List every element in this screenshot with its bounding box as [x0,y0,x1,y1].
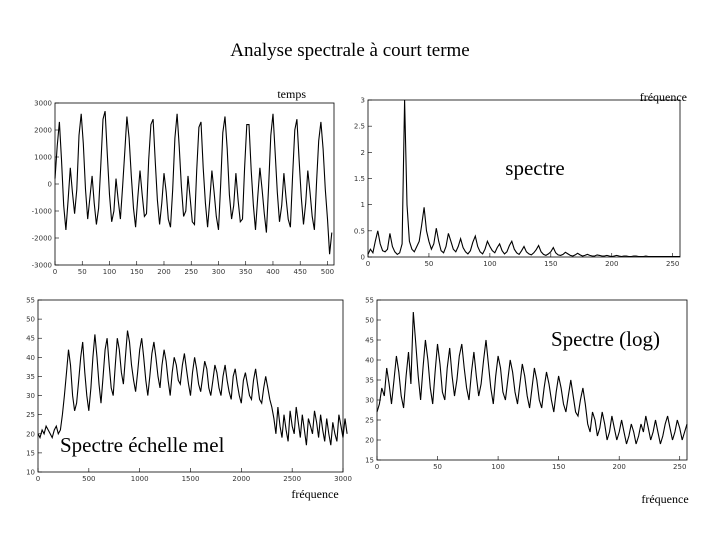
y-tick-label: 2.5 [353,122,365,131]
mel-series-line [38,331,347,446]
x-tick-label: 0 [52,268,58,276]
y-tick-label: 2 [360,148,365,157]
x-tick-label: 500 [320,268,335,276]
y-tick-label: 35 [365,376,374,385]
y-tick-label: 20 [365,436,374,445]
y-tick-label: 10 [26,468,35,477]
x-tick-label: 250 [184,268,198,276]
x-tick-label: 0 [35,475,41,483]
y-tick-label: 40 [26,353,35,362]
y-tick-label: 0 [360,253,365,262]
spectrum-annotation-frequence: fréquence [639,90,687,104]
y-tick-label: 20 [26,430,35,439]
x-tick-label: 150 [130,268,144,276]
spectrum-x-ticks [366,253,680,268]
time-x-ticks [53,261,334,276]
y-tick-label: 50 [365,316,374,325]
mel-annotation-label: Spectre échelle mel [60,433,225,457]
log-plot-frame [377,300,687,460]
y-tick-label: 25 [26,411,35,420]
x-tick-label: 50 [77,268,87,276]
y-tick-label: 50 [26,315,35,324]
y-tick-label: 35 [26,372,35,381]
y-tick-label: 25 [365,416,374,425]
x-tick-label: 2500 [283,475,302,483]
x-tick-label: 100 [483,260,497,268]
y-tick-label: 55 [26,296,35,305]
x-tick-label: 1000 [130,475,149,483]
mel-y-ticks [26,297,42,477]
y-tick-label: -2000 [31,234,52,243]
x-tick-label: 300 [211,268,226,276]
x-tick-label: 150 [551,463,566,471]
log-x-ticks [375,456,687,471]
spectrum-annotation-spectre: spectre [505,156,565,180]
y-tick-label: 3000 [34,99,52,108]
x-tick-label: 200 [157,268,171,276]
y-tick-label: 30 [26,392,35,401]
y-tick-label: 15 [26,449,35,458]
y-tick-label: 0 [47,180,52,189]
spectrum-panel [354,90,687,268]
y-tick-label: 55 [365,296,374,305]
log-y-ticks [365,297,381,465]
x-tick-label: 1500 [181,475,200,483]
x-tick-label: 0 [365,260,371,268]
y-tick-label: 15 [365,456,374,465]
x-tick-label: 200 [612,463,626,471]
log-annotation-label: Spectre (log) [550,327,660,351]
y-tick-label: 1000 [34,153,52,162]
log-panel [365,297,689,507]
y-tick-label: 2000 [34,126,52,135]
x-tick-label: 350 [239,268,253,276]
x-tick-label: 250 [673,463,687,471]
time-annotation-temps: temps [277,87,306,101]
time-panel [32,87,334,276]
y-tick-label: 40 [365,356,374,365]
x-tick-label: 250 [666,260,680,268]
y-tick-label: 3 [360,96,365,105]
mel-panel [26,297,352,502]
x-tick-label: 0 [374,463,380,471]
x-tick-label: 450 [293,268,307,276]
mel-x-ticks [36,468,352,483]
x-tick-label: 50 [433,463,443,471]
spectrum-y-ticks [354,97,372,262]
y-tick-label: -3000 [31,261,52,270]
x-tick-label: 400 [266,268,280,276]
mel-annotation-frequence: fréquence [291,487,339,501]
y-tick-label: 0.5 [353,227,365,236]
y-tick-label: 45 [26,334,35,343]
y-tick-label: -1000 [31,207,52,216]
x-tick-label: 50 [424,260,434,268]
log-annotation-frequence: fréquence [641,492,689,506]
x-tick-label: 2000 [232,475,251,483]
x-tick-label: 100 [102,268,117,276]
x-tick-label: 500 [82,475,96,483]
slide-title: Analyse spectrale à court terme [230,40,470,61]
y-tick-label: 1 [360,201,365,210]
x-tick-label: 150 [544,260,558,268]
x-tick-label: 200 [605,260,619,268]
x-tick-label: 3000 [334,475,352,483]
y-tick-label: 1.5 [353,175,365,183]
y-tick-label: 30 [365,396,374,405]
y-tick-label: 45 [365,336,374,345]
x-tick-label: 100 [491,463,505,471]
time-series-line [55,111,332,254]
